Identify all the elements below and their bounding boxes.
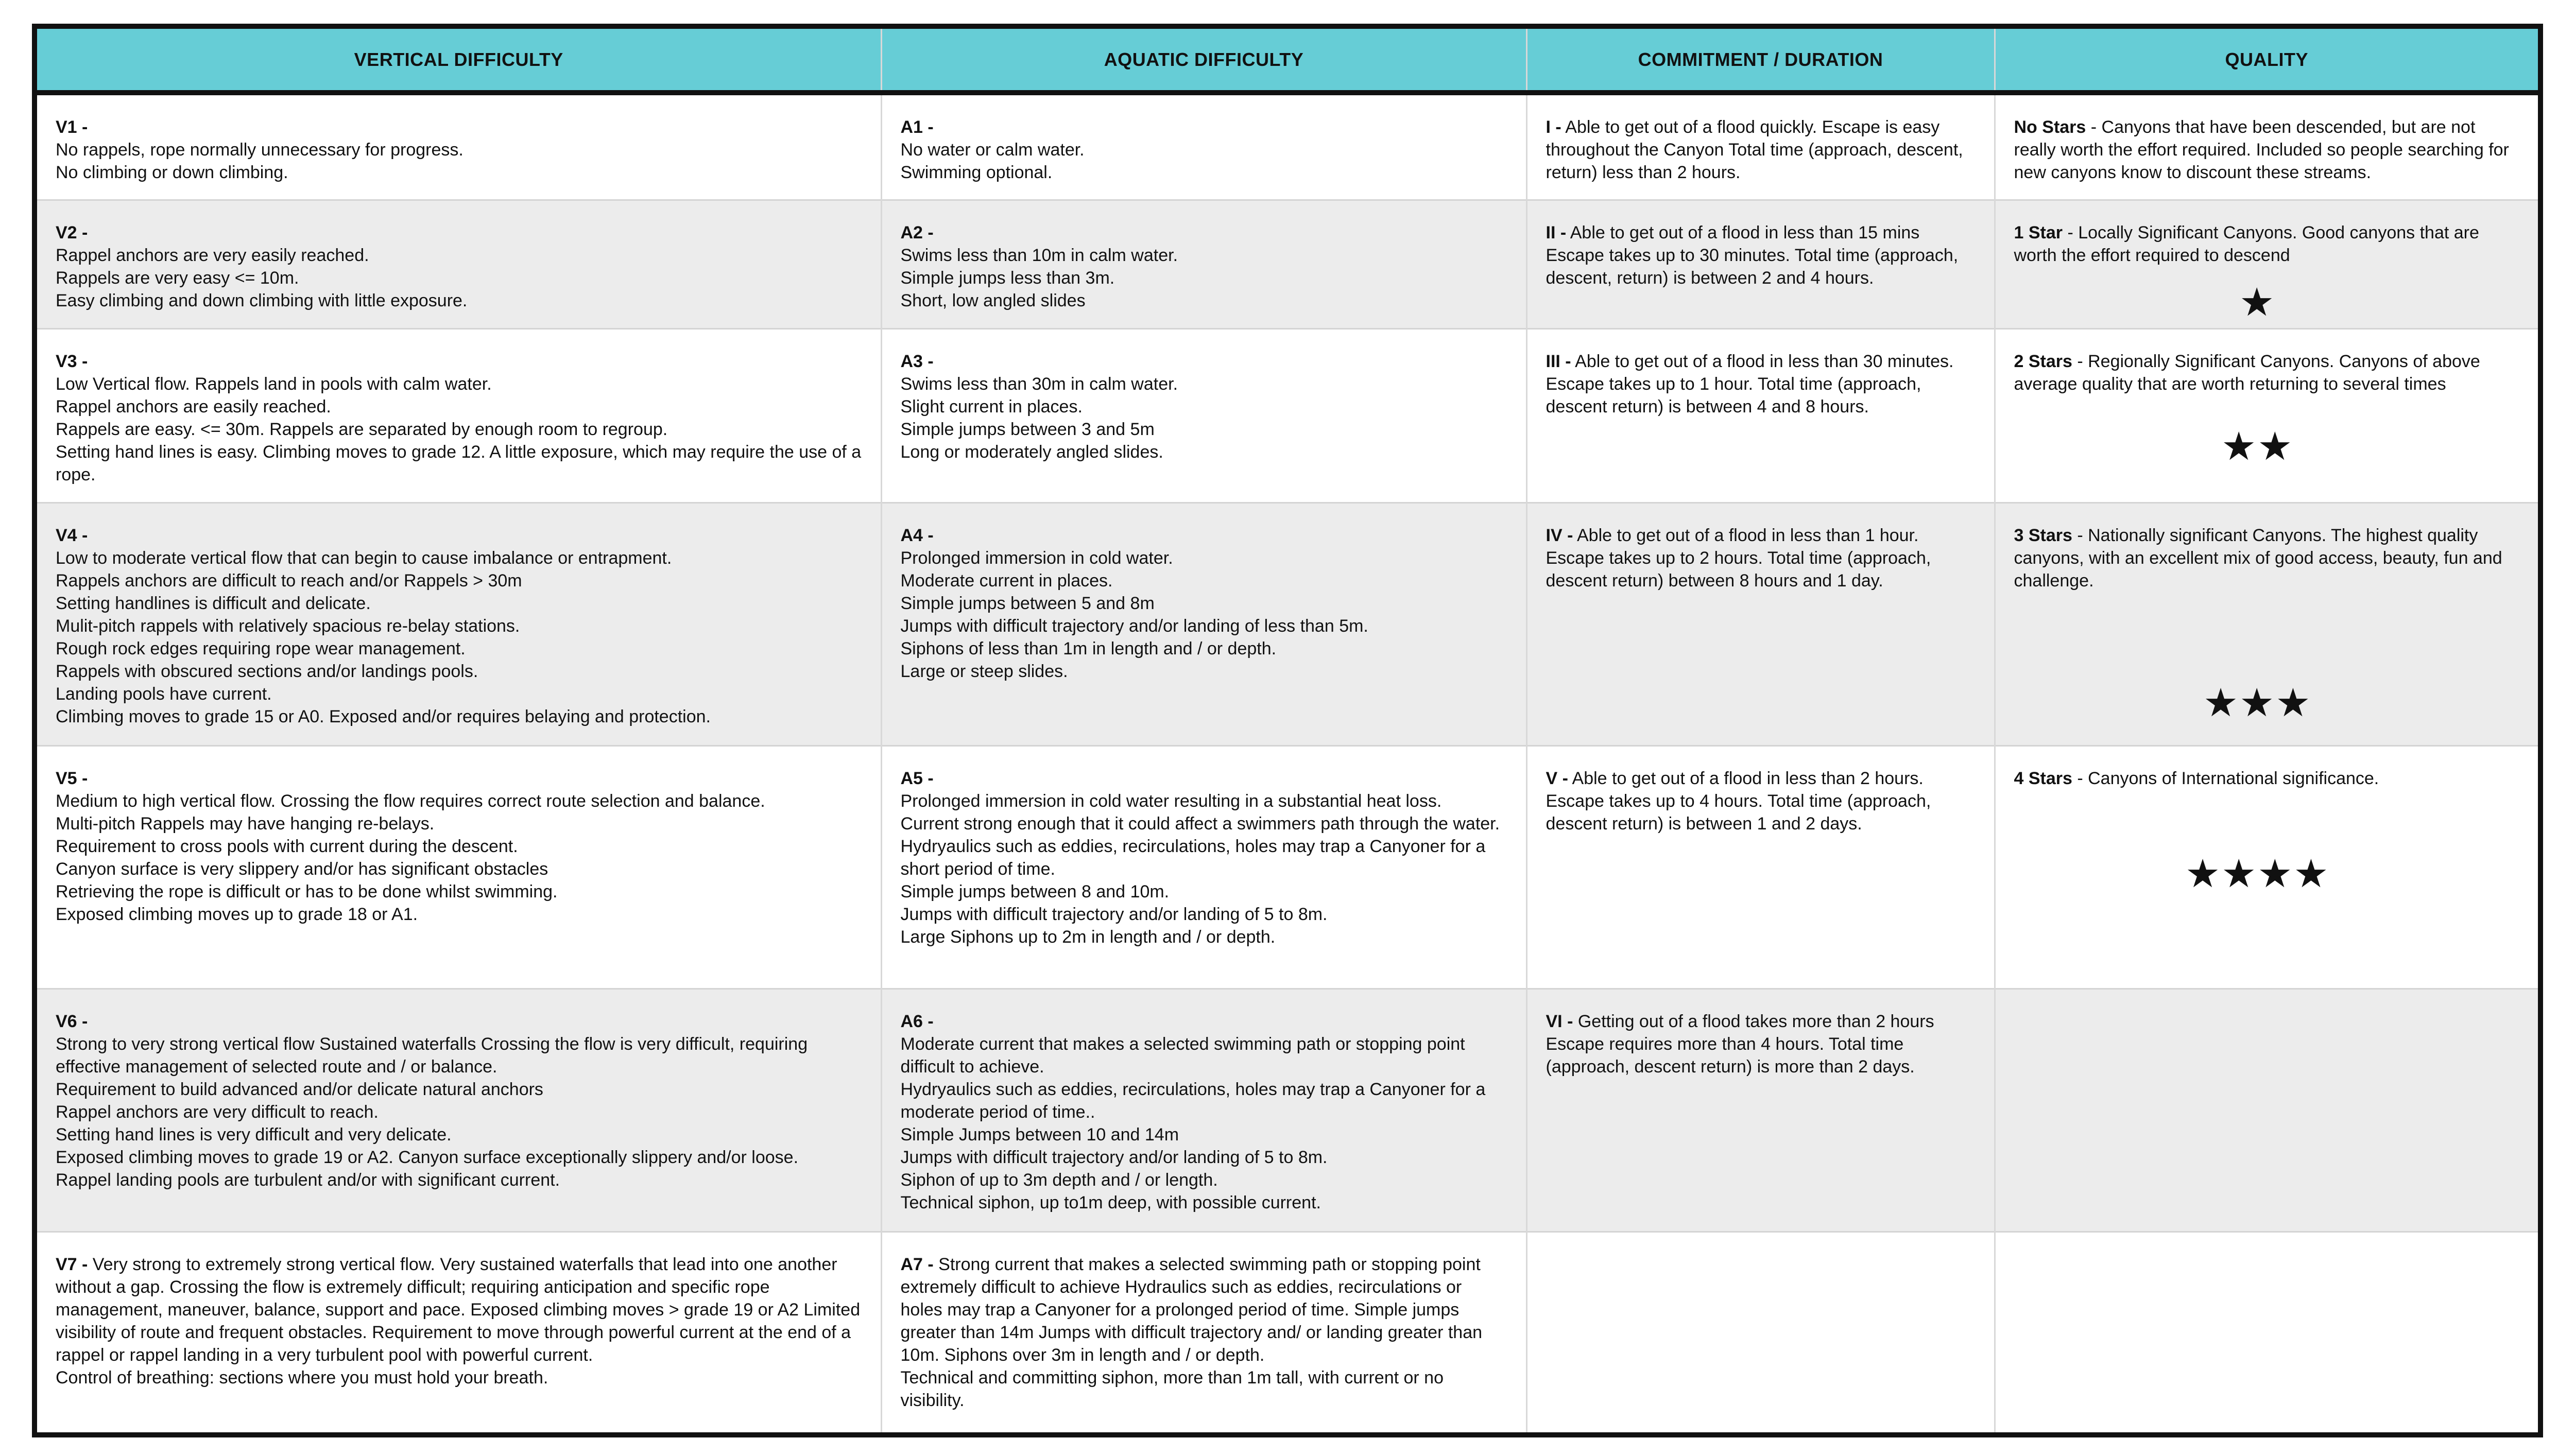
commitment-cell-iii [1526, 328, 1995, 502]
grade-code: V5 - [56, 768, 88, 788]
quality-cell-empty [1995, 989, 2538, 1232]
canyon-grading-table [37, 29, 2538, 1432]
grade-description: Low Vertical flow. Rappels land in pools with calm water. Rappel anchors are easily reached. Rappels are easy. <= 30m. Rappels are separated by enough room to regroup. Setting hand lines is easy. Climbing moves to grade 12. A little exposure, which may require the use of a rope. [56, 374, 862, 484]
quality-description: - Locally Significant Canyons. Good canyons that are worth the effort required to descend [2014, 222, 2479, 265]
aquatic-cell-a7 [881, 1232, 1526, 1432]
quality-code: 3 Stars [2014, 525, 2072, 545]
grade-code: I - [1546, 117, 1561, 137]
header-row [37, 29, 2538, 93]
quality-cell-empty [1995, 1232, 2538, 1432]
header-aquatic-difficulty: AQUATIC DIFFICULTY [881, 29, 1526, 93]
quality-cell-1-star [1995, 200, 2538, 328]
header-vertical-difficulty: VERTICAL DIFFICULTY [37, 29, 881, 93]
table-row [37, 200, 2538, 328]
grade-description: Able to get out of a flood in less than 15 mins Escape takes up to 30 minutes. Total time (approach, descent, return) is between 2 and 4 hours. [1546, 222, 1959, 288]
grade-code: V6 - [56, 1011, 88, 1031]
grade-code: A1 - [900, 117, 934, 137]
commitment-cell-vi [1526, 989, 1995, 1232]
table-row [37, 989, 2538, 1232]
commitment-cell-empty [1526, 1232, 1995, 1432]
grade-code: A5 - [900, 768, 934, 788]
table-row [37, 328, 2538, 502]
quality-description: - Regionally Significant Canyons. Canyons of above average quality that are worth returning to several times [2014, 351, 2480, 394]
quality-cell-no-stars [1995, 93, 2538, 200]
grade-description: Able to get out of a flood in less than 2 hours. Escape takes up to 4 hours. Total time (approach, descent return) is between 1 and 2 days. [1546, 768, 1931, 834]
grade-code: V7 - [56, 1254, 88, 1274]
quality-description: - Canyons that have been descended, but are not really worth the effort required. Included so people searching for new canyons know to discount these streams. [2014, 117, 2509, 182]
table-row [37, 746, 2538, 989]
vertical-cell-v5 [37, 746, 881, 989]
header-commitment-duration: COMMITMENT / DURATION [1526, 29, 1995, 93]
vertical-cell-v6 [37, 989, 881, 1232]
grade-description: Getting out of a flood takes more than 2 hours Escape requires more than 4 hours. Total time (approach, descent return) is more than 2 days. [1546, 1011, 1934, 1077]
header-quality: QUALITY [1995, 29, 2538, 93]
grade-code: IV - [1546, 525, 1573, 545]
grade-description: Able to get out of a flood in less than 30 minutes. Escape takes up to 1 hour. Total time (approach, descent return) is between 4 and 8 hours. [1546, 351, 1954, 417]
grade-code: A3 - [900, 351, 934, 371]
grade-description: Rappel anchors are very easily reached. Rappels are very easy <= 10m. Easy climbing and down climbing with little exposure. [56, 245, 468, 310]
grade-code: III - [1546, 351, 1571, 371]
grade-code: II - [1546, 222, 1567, 242]
grade-code: V3 - [56, 351, 88, 371]
quality-code: No Stars [2014, 117, 2086, 137]
grade-description: Able to get out of a flood in less than 1 hour. Escape takes up to 2 hours. Total time (approach, descent return) between 8 hours and 1 day. [1546, 525, 1931, 591]
grade-description: Low to moderate vertical flow that can begin to cause imbalance or entrapment. Rappels anchors are difficult to reach and/or Rappels > 30m Setting handlines is difficult and delicate. Mulit-pitch rappels with relatively spacious re-belay stations. Rough rock edges requiring rope wear management. Rappels with obscured sections and/or landings pools. Landing pools have current. Climbing moves to grade 15 or A0. Exposed and/or requires belaying and protection. [56, 548, 711, 726]
star-rating-icon: ★★★★ [2185, 852, 2330, 896]
quality-code: 1 Star [2014, 222, 2063, 242]
quality-description: - Nationally significant Canyons. The highest quality canyons, with an excellent mix of good access, beauty, fun and challenge. [2014, 525, 2502, 591]
quality-cell-3-stars [1995, 502, 2538, 746]
table-row [37, 502, 2538, 746]
grade-code: A6 - [900, 1011, 934, 1031]
commitment-cell-i [1526, 93, 1995, 200]
grade-code: A7 - [900, 1254, 934, 1274]
aquatic-cell-a5 [881, 746, 1526, 989]
aquatic-cell-a6 [881, 989, 1526, 1232]
aquatic-cell-a3 [881, 328, 1526, 502]
grade-description: Able to get out of a flood quickly. Escape is easy throughout the Canyon Total time (approach, descent, return) less than 2 hours. [1546, 117, 1963, 182]
aquatic-cell-a4 [881, 502, 1526, 746]
grade-code: V1 - [56, 117, 88, 137]
vertical-cell-v7 [37, 1232, 881, 1432]
vertical-cell-v4 [37, 502, 881, 746]
quality-description: - Canyons of International significance. [2072, 768, 2379, 788]
quality-code: 2 Stars [2014, 351, 2072, 371]
commitment-cell-v [1526, 746, 1995, 989]
star-rating-icon: ★ [2239, 280, 2276, 324]
grade-description: Prolonged immersion in cold water resulting in a substantial heat loss. Current strong enough that it could affect a swimmers path through the water. Hydryaulics such as eddies, recirculations, holes may trap a Canyoner for a short period of time. Simple jumps between 8 and 10m. Jumps with difficult trajectory and/or landing of 5 to 8m. Large Siphons up to 2m in length and / or depth. [900, 791, 1500, 947]
quality-cell-2-stars [1995, 328, 2538, 502]
grade-code: A2 - [900, 222, 934, 242]
aquatic-cell-a1 [881, 93, 1526, 200]
grade-description: Medium to high vertical flow. Crossing the flow requires correct route selection and balance. Multi-pitch Rappels may have hanging re-belays. Requirement to cross pools with current during the descent. Canyon surface is very slippery and/or has significant obstacles Retrieving the rope is difficult or has to be done whilst swimming. Exposed climbing moves up to grade 18 or A1. [56, 791, 765, 924]
grade-description: Strong current that makes a selected swimming path or stopping point extremely difficult to achieve Hydraulics such as eddies, recirculations or holes may trap a Canyoner for a prolonged period of time. Simple jumps greater than 14m Jumps with difficult trajectory and/ or landing greater than 10m. Siphons over 3m in length and / or depth. Technical and committing siphon, more than 1m tall, with current or no visibility. [900, 1254, 1483, 1410]
grade-description: Prolonged immersion in cold water. Moderate current in places. Simple jumps between 5 and 8m Jumps with difficult trajectory and/or landing of less than 5m. Siphons of less than 1m in length and / or depth. Large or steep slides. [900, 548, 1368, 681]
grade-description: Swims less than 30m in calm water. Slight current in places. Simple jumps between 3 and 5m Long or moderately angled slides. [900, 374, 1178, 462]
grade-code: V2 - [56, 222, 88, 242]
quality-cell-4-stars [1995, 746, 2538, 989]
grade-code: V4 - [56, 525, 88, 545]
grade-code: V - [1546, 768, 1568, 788]
grade-code: VI - [1546, 1011, 1573, 1031]
grade-description: Very strong to extremely strong vertical flow. Very sustained waterfalls that lead into one another without a gap. Crossing the flow is extremely difficult; requiring anticipation and specific rope management, maneuver, balance, support and pace. Exposed climbing moves > grade 19 or A2 Limited visibility of route and frequent obstacles. Requirement to move through powerful current at the end of a rappel or rappel landing in a very turbulent pool with powerful current. Control of breathing: sections where you must hold your breath. [56, 1254, 861, 1388]
table-row [37, 1232, 2538, 1432]
grading-table-frame [32, 24, 2543, 1437]
commitment-cell-iv [1526, 502, 1995, 746]
grade-description: Moderate current that makes a selected swimming path or stopping point difficult to achieve. Hydryaulics such as eddies, recirculations, holes may trap a Canyoner for a moderate period of time.. Simple Jumps between 10 and 14m Jumps with difficult trajectory and/or landing of 5 to 8m. Siphon of up to 3m depth and / or length. Technical siphon, up to1m deep, with possible current. [900, 1034, 1486, 1212]
vertical-cell-v1 [37, 93, 881, 200]
grade-description: Swims less than 10m in calm water. Simple jumps less than 3m. Short, low angled slides [900, 245, 1178, 310]
table-row [37, 93, 2538, 200]
aquatic-cell-a2 [881, 200, 1526, 328]
grade-description: No water or calm water. Swimming optional. [900, 140, 1085, 182]
quality-code: 4 Stars [2014, 768, 2072, 788]
grade-description: No rappels, rope normally unnecessary for progress. No climbing or down climbing. [56, 140, 464, 182]
star-rating-icon: ★★★ [2203, 681, 2312, 725]
grade-description: Strong to very strong vertical flow Sustained waterfalls Crossing the flow is very difficult, requiring effective management of selected route and / or balance. Requirement to build advanced and/or delicate natural anchors Rappel anchors are very difficult to reach. Setting hand lines is very difficult and very delicate. Exposed climbing moves to grade 19 or A2. Canyon surface exceptionally slippery and/or loose. Rappel landing pools are turbulent and/or with significant current. [56, 1034, 808, 1190]
grade-code: A4 - [900, 525, 934, 545]
vertical-cell-v2 [37, 200, 881, 328]
vertical-cell-v3 [37, 328, 881, 502]
commitment-cell-ii [1526, 200, 1995, 328]
star-rating-icon: ★★ [2221, 424, 2294, 469]
